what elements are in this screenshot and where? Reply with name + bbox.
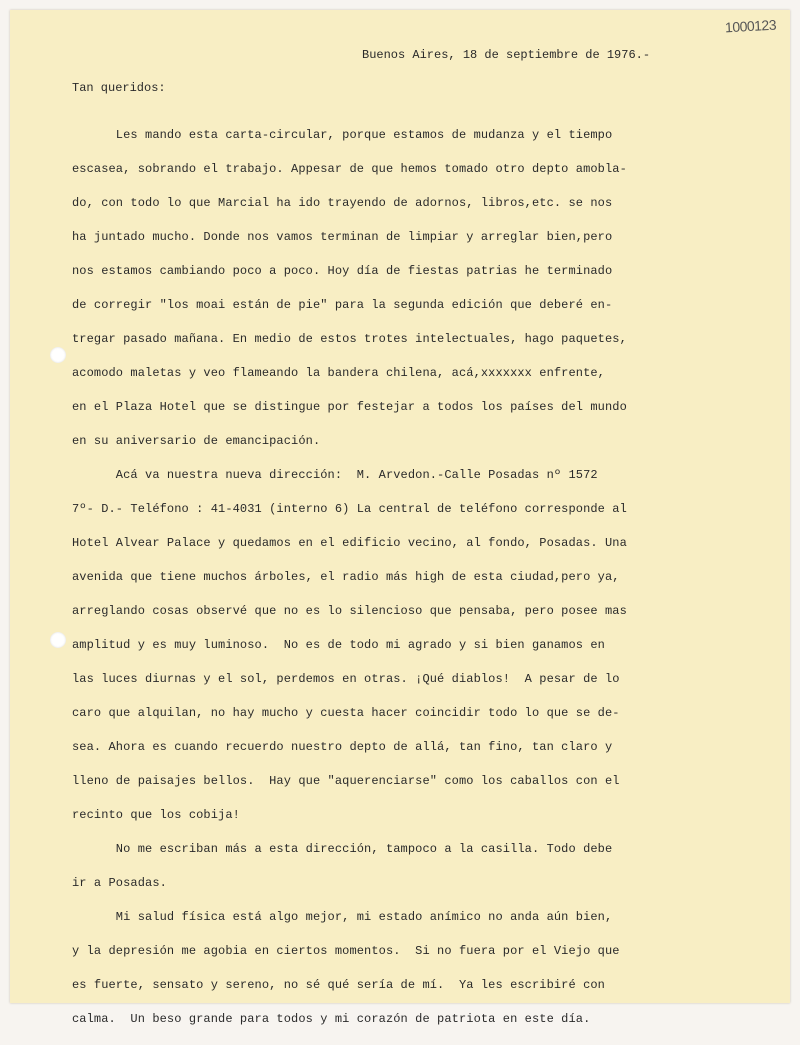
archive-number: 1000123 <box>724 16 777 36</box>
body-line: ha juntado mucho. Donde nos vamos terminan de limpiar y arreglar bien,pero <box>72 230 613 244</box>
body-line: 7º- D.- Teléfono : 41-4031 (interno 6) La central de teléfono corresponde al <box>72 502 627 516</box>
body-line: arreglando cosas observé que no es lo silencioso que pensaba, pero posee mas <box>72 604 627 618</box>
body-line: recinto que los cobija! <box>72 808 240 822</box>
body-line: ir a Posadas. <box>72 876 167 890</box>
body-line: Hotel Alvear Palace y quedamos en el edificio vecino, al fondo, Posadas. Una <box>72 536 627 550</box>
body-line: nos estamos cambiando poco a poco. Hoy día de fiestas patrias he terminado <box>72 264 613 278</box>
letter-salutation: Tan queridos: <box>72 81 166 95</box>
body-line: es fuerte, sensato y sereno, no sé qué sería de mí. Ya les escribiré con <box>72 978 605 992</box>
body-line: caro que alquilan, no hay mucho y cuesta hacer coincidir todo lo que se de- <box>72 706 620 720</box>
body-line: las luces diurnas y el sol, perdemos en otras. ¡Qué diablos! A pesar de lo <box>72 672 620 686</box>
body-line: sea. Ahora es cuando recuerdo nuestro depto de allá, tan fino, tan claro y <box>72 740 613 754</box>
body-line: y la depresión me agobia en ciertos momentos. Si no fuera por el Viejo que <box>72 944 620 958</box>
body-line: acomodo maletas y veo flameando la bandera chilena, acá,xxxxxxx enfrente, <box>72 366 605 380</box>
body-line: de corregir "los moai están de pie" para la segunda edición que deberé en- <box>72 298 613 312</box>
body-line: Acá va nuestra nueva dirección: M. Arvedon.-Calle Posadas nº 1572 <box>72 468 598 482</box>
body-line: do, con todo lo que Marcial ha ido trayendo de adornos, libros,etc. se nos <box>72 196 613 210</box>
letter-date: Buenos Aires, 18 de septiembre de 1976.- <box>362 48 651 62</box>
body-line: escasea, sobrando el trabajo. Appesar de que hemos tomado otro depto amobla- <box>72 162 627 176</box>
body-line: tregar pasado mañana. En medio de estos trotes intelectuales, hago paquetes, <box>72 332 627 346</box>
body-line: amplitud y es muy luminoso. No es de todo mi agrado y si bien ganamos en <box>72 638 605 652</box>
body-line: lleno de paisajes bellos. Hay que "aquerenciarse" como los caballos con el <box>72 774 620 788</box>
letter-body <box>72 110 627 1045</box>
body-line: calma. Un beso grande para todos y mi corazón de patriota en este día. <box>72 1012 591 1026</box>
body-line: Les mando esta carta-circular, porque estamos de mudanza y el tiempo <box>72 128 613 142</box>
punch-hole-bottom <box>50 632 66 648</box>
body-line: en su aniversario de emancipación. <box>72 434 321 448</box>
body-line: en el Plaza Hotel que se distingue por festejar a todos los países del mundo <box>72 400 627 414</box>
body-line: No me escriban más a esta dirección, tampoco a la casilla. Todo debe <box>72 842 613 856</box>
body-line: Mi salud física está algo mejor, mi estado anímico no anda aún bien, <box>72 910 613 924</box>
punch-hole-top <box>50 347 66 363</box>
body-line: avenida que tiene muchos árboles, el radio más high de esta ciudad,pero ya, <box>72 570 620 584</box>
